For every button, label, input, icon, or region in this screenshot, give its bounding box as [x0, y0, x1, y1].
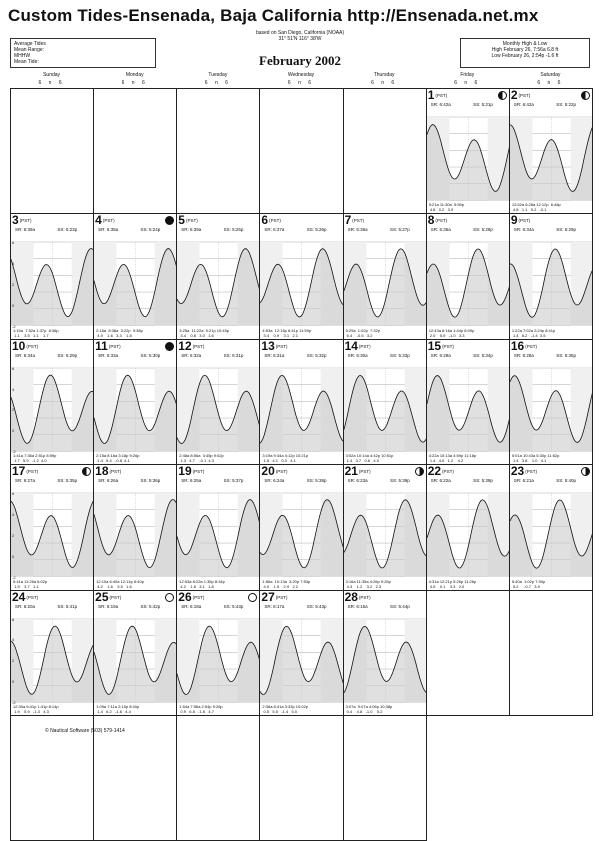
- sunrise-time: SR: 6:29a: [430, 352, 451, 358]
- day-cell-16: [509, 339, 593, 465]
- timezone-label: (PST): [435, 218, 448, 224]
- day-number: [95, 214, 114, 227]
- subtitle-line-2: 31° 51'N 116° 38'W: [278, 36, 322, 42]
- day-number-text: 28: [344, 589, 358, 604]
- tide-curve-5: [177, 214, 260, 339]
- day-number-text: 6: [261, 213, 269, 228]
- tide-curve-4: [94, 214, 177, 339]
- average-tides-box: [10, 38, 156, 68]
- day-number-text: 27: [261, 589, 275, 604]
- day-number-text: 3: [12, 213, 19, 228]
- day-cell-21: [343, 464, 427, 590]
- axis-label: -2: [12, 699, 16, 705]
- avg-line-0: Average Tides: [14, 41, 46, 47]
- sunrise-time: SR: 6:24a: [264, 478, 285, 484]
- tide-curve-16: [510, 340, 593, 465]
- day-number: [261, 591, 287, 604]
- tide-times: 3:25a 11:22a 5:21p 10:45p 3.4 0.8 3.0 1.6: [179, 327, 230, 338]
- weekday-tuesday: Tuesday: [208, 72, 228, 78]
- sunset-time: SS: 5:43p: [306, 603, 327, 609]
- sunset-time: SS: 5:25p: [223, 227, 244, 233]
- tide-curve-1: [427, 89, 510, 214]
- day-number: [12, 591, 38, 604]
- sunrise-time: SR: 6:16a: [347, 603, 368, 609]
- sunset-time: SS: 5:35p: [57, 478, 78, 484]
- sunrise-time: SR: 6:33a: [98, 352, 119, 358]
- moon-phase-icon: [248, 593, 257, 602]
- axis-label: 2: [12, 532, 15, 538]
- tide-curve-27: [260, 591, 343, 716]
- day-number-text: 19: [178, 464, 192, 479]
- sunset-time: SS: 5:41p: [57, 603, 78, 609]
- empty-day-cell: [426, 590, 510, 716]
- sunrise-time: SR: 6:42a: [513, 102, 534, 107]
- day-cell-18: [93, 464, 177, 590]
- day-number-text: 23: [510, 464, 525, 479]
- sunrise-time: SR: 6:23a: [347, 478, 368, 484]
- tide-curve-17: [11, 465, 94, 590]
- day-number: [511, 340, 537, 353]
- sunrise-time: SR: 6:34a: [15, 352, 36, 358]
- page-title: Custom Tides-Ensenada, Baja California http://Ensenada.net.mx: [8, 6, 539, 25]
- empty-day-cell: [343, 88, 427, 214]
- axis-label: -2: [12, 449, 16, 455]
- sunrise-time: SR: 6:25a: [181, 478, 202, 484]
- sunset-time: SS: 5:27p: [389, 227, 410, 233]
- sunset-time: SS: 5:21p: [473, 102, 493, 107]
- timezone-label: (PST): [518, 218, 531, 224]
- day-number-text: 4: [95, 213, 102, 228]
- day-number: [428, 340, 454, 353]
- day-number-text: 26: [178, 589, 192, 604]
- timezone-label: (PST): [442, 343, 454, 349]
- sunset-time: SS: 5:38p: [306, 478, 327, 484]
- sunset-time: SS: 5:29p: [556, 227, 576, 233]
- sunrise-time: SR: 6:17a: [264, 603, 285, 609]
- timezone-label: (PST): [26, 469, 39, 475]
- tide-curve-12: [177, 340, 260, 465]
- sunrise-time: SR: 6:39a: [15, 227, 36, 233]
- timezone-label: (PST): [435, 93, 448, 98]
- day-number: [511, 214, 530, 227]
- day-number: [12, 340, 38, 353]
- day-number-text: 15: [427, 338, 442, 353]
- day-number-text: 25: [95, 589, 109, 604]
- timezone-label: (PST): [109, 469, 122, 475]
- tide-curve-18: [94, 465, 177, 590]
- avg-line-2: MHHW: [14, 53, 31, 59]
- day-number: [12, 214, 31, 227]
- tide-times: 2:15a 8:16a 3:18p 9:26p 1.4 5.4 -0.8 4.1: [96, 453, 140, 464]
- tide-curve-15: [427, 340, 510, 465]
- tide-times: 1:15a 7:52a 1:37p 8:36p 1.1 3.5 1.1 1.7: [13, 327, 59, 338]
- sunset-time: SS: 5:36p: [140, 478, 161, 484]
- sunset-time: SS: 5:40p: [556, 478, 576, 484]
- day-cell-8: [426, 213, 510, 339]
- weekday-sub-label: 6 n 6: [38, 80, 65, 86]
- timezone-label: (PST): [358, 594, 371, 600]
- sunrise-time: SR: 6:35a: [430, 227, 451, 233]
- timezone-label: (PST): [192, 469, 205, 475]
- sunrise-time: SR: 6:39a: [181, 227, 202, 233]
- axis-label: 4: [12, 261, 15, 267]
- tide-curve-28: [344, 591, 427, 716]
- sunset-time: SS: 5:35p: [556, 352, 576, 358]
- weekday-thursday: Thursday: [373, 72, 395, 78]
- empty-day-cell: [259, 88, 343, 214]
- empty-day-cell: [176, 88, 260, 214]
- sunset-time: SS: 5:31p: [223, 352, 244, 358]
- sunset-time: SS: 5:39p: [473, 478, 493, 484]
- tide-times: 1:41a 7:36a 2:51p 8:59p 1.7 5.9 -1.2 4.0: [13, 453, 57, 464]
- tide-times: 5:40a 1:02p 7:30p 5.2 -0.7 3.9: [511, 578, 546, 589]
- timezone-label: (PST): [275, 469, 288, 475]
- tide-times: 1:56a 10:13a 3:20p 7:53p 4.0 1.5 2.9 2.2: [262, 578, 311, 589]
- sunrise-time: SR: 6:32a: [181, 352, 202, 358]
- sunset-time: SS: 5:39p: [389, 478, 410, 484]
- day-number: [511, 89, 530, 102]
- day-number: [428, 214, 447, 227]
- axis-label: 4: [12, 386, 15, 392]
- timezone-label: (PST): [26, 343, 39, 349]
- tide-times: 3:07a 9:07a 4:06p 10:38p 0.4 4.8 -1.0 5.2: [345, 703, 393, 714]
- sunset-time: SS: 5:43p: [223, 603, 244, 609]
- axis-label: 4: [12, 637, 15, 643]
- moon-phase-icon: [165, 593, 174, 602]
- tide-times: 5:21a 11:30a 5:59p 4.8 0.2 3.9: [428, 202, 464, 213]
- tide-curve-23: [510, 465, 593, 590]
- empty-day-cell: [176, 715, 260, 841]
- axis-label: 0: [12, 553, 15, 559]
- day-number-text: 2: [510, 88, 518, 102]
- timezone-label: (PST): [518, 93, 531, 98]
- weekday-friday: Friday: [460, 72, 475, 78]
- tide-times: 4:53a 12:15p 6:41p 11:59p 3.4 0.9 3.1 2.1: [262, 327, 312, 338]
- day-cell-23: [509, 464, 593, 590]
- empty-day-cell: [10, 88, 94, 214]
- day-cell-14: [343, 339, 427, 465]
- sunrise-time: SR: 6:27a: [15, 478, 36, 484]
- day-cell-10: [10, 339, 94, 465]
- tide-curve-26: [177, 591, 260, 716]
- tide-times: 1:22a 7:02a 2:24p 8:41p 1.4 6.2 -1.4 3.5: [511, 327, 556, 338]
- axis-label: 0: [12, 679, 15, 685]
- tide-curve-22: [427, 465, 510, 590]
- sunset-time: SS: 5:44p: [389, 603, 410, 609]
- timezone-label: (PST): [269, 218, 281, 224]
- day-number-text: 7: [344, 213, 352, 228]
- monthly-high-low-box: [460, 38, 590, 68]
- tide-times: 5:41a 11:26a 6:02p 1.5 3.7 1.1: [13, 578, 48, 589]
- weekday-saturday: Saturday: [540, 72, 561, 78]
- sunset-time: SS: 5:34p: [473, 352, 493, 358]
- day-number: [345, 214, 364, 227]
- tide-curve-20: [260, 465, 343, 590]
- day-number: [178, 465, 204, 478]
- axis-label: -2: [12, 323, 16, 329]
- sunset-time: SS: 5:24p: [140, 227, 161, 233]
- day-number: [261, 465, 287, 478]
- weekday-wednesday: Wednesday: [287, 72, 315, 78]
- day-cell-25: [93, 590, 177, 716]
- tide-curve-11: [94, 340, 177, 465]
- sunset-time: SS: 5:29p: [57, 352, 78, 358]
- day-cell-19: [176, 464, 260, 590]
- hl-line-2: Low February 26, 2:54p -1.6 ft: [491, 53, 559, 59]
- axis-label: 2: [12, 658, 15, 664]
- day-number-text: 8: [427, 213, 435, 228]
- day-number-text: 21: [344, 464, 358, 479]
- day-number-text: 14: [344, 338, 358, 353]
- location-subtitle: [200, 30, 400, 42]
- sunrise-time: SR: 6:38a: [98, 227, 119, 233]
- timezone-label: (PST): [192, 343, 205, 349]
- tide-times: 12:53a 8:22a 1:35p 8:34p 4.2 1.6 3.1 1.8: [179, 578, 225, 589]
- day-number: [95, 340, 120, 353]
- sunrise-time: SR: 6:28a: [513, 352, 534, 358]
- sunset-time: SS: 5:26p: [306, 227, 327, 233]
- weekday-sub-label: 6 n 6: [121, 80, 148, 86]
- axis-label: 6: [12, 240, 15, 246]
- tide-times: 2:16a 8:38a 3:22p 9:38p 4.9 1.6 3.3 1.8: [96, 327, 143, 338]
- sunrise-time: SR: 6:36a: [347, 227, 368, 233]
- day-cell-17: [10, 464, 94, 590]
- day-number-text: 9: [510, 213, 518, 228]
- day-cell-6: [259, 213, 343, 339]
- weekday-sub-label: 6 n 6: [537, 80, 564, 86]
- moon-phase-icon: [581, 91, 590, 100]
- axis-label: -2: [12, 574, 16, 580]
- timezone-label: (PST): [19, 218, 32, 224]
- timezone-label: (PST): [275, 594, 288, 600]
- axis-label: 4: [12, 512, 15, 518]
- tide-times: 1:09a 7:11a 2:15p 8:40p 1.4 6.2 -1.6 4.4: [96, 703, 140, 714]
- tide-times: 12:43a 6:16a 1:44p 8:09p 2.0 5.9 -1.0 3.3: [428, 327, 475, 338]
- sunrise-time: SR: 6:31a: [264, 352, 285, 358]
- tide-curve-8: [427, 214, 510, 339]
- month-title: February 2002: [259, 53, 341, 68]
- tide-times: 5:01a 10:43a 5:30p 11:52p 1.4 3.8 1.0 4.1: [511, 453, 560, 464]
- day-cell-7: [343, 213, 427, 339]
- tide-times: 1:54a 7:56a 2:54p 9:26p 0.9 6.8 -1.6 4.7: [179, 703, 223, 714]
- weekday-sub-label: 6 n 6: [454, 80, 481, 86]
- day-cell-22: [426, 464, 510, 590]
- day-number: [261, 214, 280, 227]
- day-cell-27: [259, 590, 343, 716]
- tide-times: 2:36a 8:41a 3:33p 10:02p 0.5 5.5 -1.4 5.0: [262, 703, 309, 714]
- axis-label: 6: [12, 365, 15, 371]
- day-number: [428, 465, 454, 478]
- weekday-sub-label: 6 n 6: [287, 80, 315, 86]
- day-cell-4: [93, 213, 177, 339]
- timezone-label: (PST): [108, 343, 121, 349]
- day-number-text: 16: [510, 338, 525, 353]
- day-cell-3: [10, 213, 94, 339]
- tide-curve-24: [11, 591, 94, 716]
- tide-times: 5:29a 1:02p 7:32p 5.4 -0.5 3.2: [345, 327, 381, 338]
- sunset-time: SS: 5:30p: [140, 352, 161, 358]
- timezone-label: (PST): [102, 218, 115, 224]
- day-cell-24: [10, 590, 94, 716]
- timezone-label: (PST): [26, 594, 39, 600]
- day-number: [95, 465, 121, 478]
- sunrise-time: SR: 6:42a: [430, 102, 451, 107]
- sunrise-time: SR: 6:18a: [181, 603, 202, 609]
- tide-curve-9: [510, 214, 593, 339]
- tide-calendar-grid: [10, 88, 592, 715]
- timezone-label: (PST): [109, 594, 122, 600]
- tide-curve-14: [344, 340, 427, 465]
- weekday-sunday: Sunday: [43, 72, 61, 78]
- avg-line-1: Mean Range:: [14, 47, 45, 53]
- timezone-label: (PST): [275, 343, 288, 349]
- axis-label: 2: [12, 407, 15, 413]
- tide-times: 12:52a 6:28a 12:12p 6:48p 4.8 1.1 5.2 -0.1: [511, 202, 561, 213]
- sunrise-time: SR: 6:34a: [513, 227, 534, 233]
- tide-curve-13: [260, 340, 343, 465]
- tide-times: 4:31a 12:21p 5:26p 11:26p 4.5 0.1 3.3 2.0: [428, 578, 477, 589]
- empty-day-cell: [343, 715, 427, 841]
- timezone-label: (PST): [192, 594, 205, 600]
- weekday-sub-label: 6 n 6: [204, 80, 231, 86]
- tide-curve-25: [94, 591, 177, 716]
- weekday-sub-label: 6 n 6: [371, 80, 398, 86]
- day-cell-11: [93, 339, 177, 465]
- moon-phase-icon: [415, 467, 424, 476]
- day-number: [345, 591, 371, 604]
- day-number-text: 13: [261, 338, 275, 353]
- day-number-text: 1: [427, 88, 435, 102]
- timezone-label: (PST): [525, 469, 537, 475]
- sunset-time: SS: 5:23p: [57, 227, 78, 233]
- tide-times: 4:22a 10:13a 4:59p 11:18p 1.4 4.0 1.2 4.2: [428, 453, 477, 464]
- day-number-text: 5: [178, 213, 185, 228]
- weekday-monday: Monday: [125, 72, 144, 78]
- day-number-text: 18: [95, 464, 109, 479]
- axis-label: 2: [12, 282, 15, 288]
- sunset-time: SS: 5:28p: [473, 227, 493, 233]
- tide-curve-3: [11, 214, 94, 339]
- day-cell-2: [509, 88, 593, 214]
- day-number: [261, 340, 287, 353]
- hl-line-1: High February 26, 7:56a 6.8 ft: [491, 47, 559, 53]
- moon-phase-icon: [498, 91, 507, 100]
- day-cell-13: [259, 339, 343, 465]
- tide-times: 12:30a 6:41p 1:41p 8:14p 1.9 5.9 -1.3 4.3: [13, 703, 59, 714]
- day-number-text: 12: [178, 338, 192, 353]
- sunrise-time: SR: 6:19a: [98, 603, 119, 609]
- tide-curve-19: [177, 465, 260, 590]
- timezone-label: (PST): [442, 469, 454, 475]
- axis-label: 6: [12, 491, 15, 497]
- hl-line-0: Monthly High & Low: [502, 41, 548, 47]
- timezone-label: (PST): [352, 218, 364, 224]
- day-number: [428, 89, 447, 102]
- day-number: [178, 340, 204, 353]
- timezone-label: (PST): [358, 343, 371, 349]
- sunset-time: SS: 5:22p: [556, 102, 576, 107]
- axis-label: 6: [12, 616, 15, 622]
- day-cell-28: [343, 590, 427, 716]
- day-number: [178, 214, 197, 227]
- day-number: [178, 591, 204, 604]
- timezone-label: (PST): [358, 469, 371, 475]
- day-number-text: 20: [261, 464, 275, 479]
- sunset-time: SS: 5:42p: [140, 603, 161, 609]
- sunset-time: SS: 5:37p: [223, 478, 244, 484]
- axis-label: 0: [12, 302, 15, 308]
- timezone-label: (PST): [185, 218, 198, 224]
- sunset-time: SS: 5:32p: [306, 352, 327, 358]
- tide-curve-10: [11, 340, 94, 465]
- day-cell-26: [176, 590, 260, 716]
- day-number: [95, 591, 121, 604]
- axis-label: 0: [12, 428, 15, 434]
- tide-curve-21: [344, 465, 427, 590]
- day-cell-1: [426, 88, 510, 214]
- sunset-time: SS: 5:33p: [389, 352, 410, 358]
- day-number-text: 22: [427, 464, 442, 479]
- tide-curve-2: [510, 89, 593, 214]
- empty-day-cell: [259, 715, 343, 841]
- tide-curve-6: [260, 214, 343, 339]
- copyright-footer: © Nautical Software (503) 579-1414: [45, 728, 125, 734]
- sunrise-time: SR: 6:26a: [98, 478, 119, 484]
- day-number: [345, 465, 371, 478]
- tide-times: 3:19a 9:34a 4:12p 10:21p 1.5 4.1 0.3 4.1: [262, 453, 309, 464]
- empty-day-cell: [93, 88, 177, 214]
- subtitle-line-1: based on San Diego, California (NOAA): [255, 30, 345, 36]
- day-number: [12, 465, 38, 478]
- day-number-text: 24: [12, 589, 26, 604]
- day-number-text: 17: [12, 464, 26, 479]
- tide-times: 3:52a 10:14a 4:42p 10:51p 1.4 3.7 0.6 4.0: [345, 453, 394, 464]
- tide-times: 12:10a 6:40a 12:14p 6:40p 4.2 1.6 3.5 1.6: [96, 578, 144, 589]
- tide-times: 2:48a 8:56a 3:45p 9:52p 1.3 4.7 -0.1 4.3: [179, 453, 224, 464]
- day-number: [345, 340, 371, 353]
- tide-times: 3:16a 11:35a 4:26p 9:25p 4.3 1.2 3.2 2.3: [345, 578, 391, 589]
- day-cell-9: [509, 213, 593, 339]
- sunrise-time: SR: 6:20a: [15, 603, 36, 609]
- day-cell-5: [176, 213, 260, 339]
- day-cell-15: [426, 339, 510, 465]
- tide-curve-7: [344, 214, 427, 339]
- empty-day-cell: [509, 590, 593, 716]
- day-number-text: 11: [95, 338, 108, 353]
- timezone-label: (PST): [525, 343, 537, 349]
- day-number: [511, 465, 537, 478]
- sunrise-time: SR: 6:22a: [430, 478, 451, 484]
- avg-line-3: Mean Tide:: [14, 59, 39, 65]
- day-cell-12: [176, 339, 260, 465]
- sunrise-time: SR: 6:30a: [347, 352, 368, 358]
- sunrise-time: SR: 6:21a: [513, 478, 534, 484]
- day-number-text: 10: [12, 338, 26, 353]
- sunrise-time: SR: 6:37a: [264, 227, 285, 233]
- day-cell-20: [259, 464, 343, 590]
